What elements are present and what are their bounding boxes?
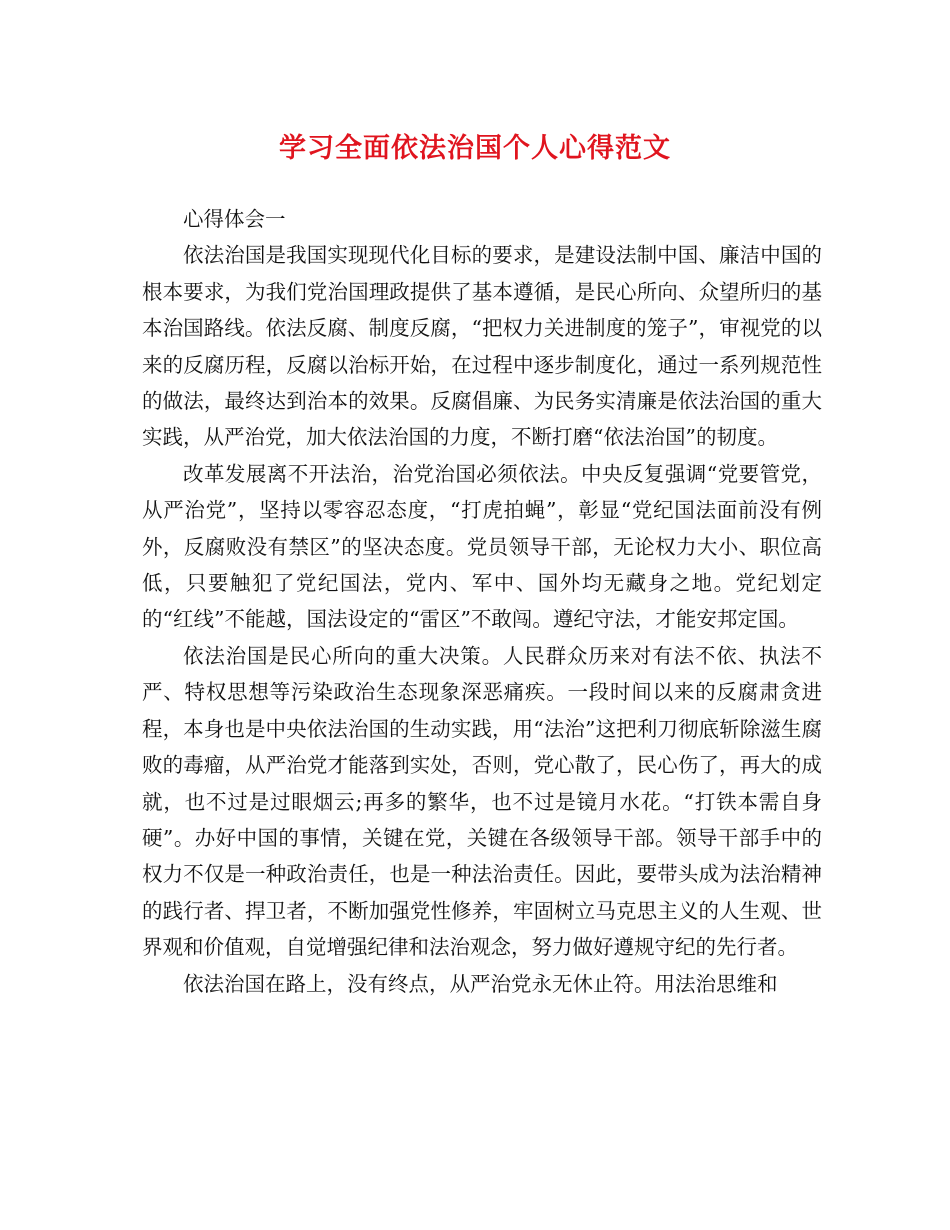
paragraph: 依法治国是民心所向的重大决策。人民群众历来对有法不依、执法不严、特权思想等污染政治生态现象深恶痛疾。一段时间以来的反腐肃贪进程，本身也是中央依法治国的生动实践，用“法治”这把利刀彻底斩除滋生腐败的毒瘤，从严治党才能落到实处，否则，党心散了，民心伤了，再大的成就，也不过是过眼烟云;再多的繁华，也不过是镜月水花。“打铁本需自身硬”。办好中国的事情，关键在党，关键在各级领导干部。领导干部手中的权力不仅是一种政治责任，也是一种法治责任。因此，要带头成为法治精神的践行者、捍卫者，不断加强党性修养，牢固树立马克思主义的人生观、世界观和价值观，自觉增强纪律和法治观念，努力做好遵规守纪的先行者。 xyxy=(142,643,822,960)
paragraph: 依法治国在路上，没有终点，从严治党永无休止符。用法治思维和 xyxy=(183,971,778,996)
document-body xyxy=(142,201,822,1002)
paragraph: 依法治国是我国实现现代化目标的要求，是建设法制中国、廉洁中国的根本要求，为我们党治国理政提供了基本遵循，是民心所向、众望所归的基本治国路线。依法反腐、制度反腐，“把权力关进制度的笼子”，审视党的以来的反腐历程，反腐以治标开始，在过程中逐步制度化，通过一系列规范性的做法，最终达到治本的效果。反腐倡廉、为民务实清廉是依法治国的重大实践，从严治党，加大依法治国的力度，不断打磨“依法治国”的韧度。 xyxy=(142,243,822,450)
paragraph: 改革发展离不开法治，治党治国必须依法。中央反复强调“党要管党，从严治党”，坚持以零容忍态度，“打虎拍蝇”，彰显“党纪国法面前没有例外，反腐败没有禁区”的坚决态度。党员领导干部，无论权力大小、职位高低，只要触犯了党纪国法，党内、军中、国外均无藏身之地。党纪划定的“红线”不能越，国法设定的“雷区”不敢闯。遵纪守法，才能安邦定国。 xyxy=(142,461,822,632)
section-heading: 心得体会一 xyxy=(183,207,286,231)
document-title: 学习全面依法治国个人心得范文 xyxy=(279,133,671,164)
